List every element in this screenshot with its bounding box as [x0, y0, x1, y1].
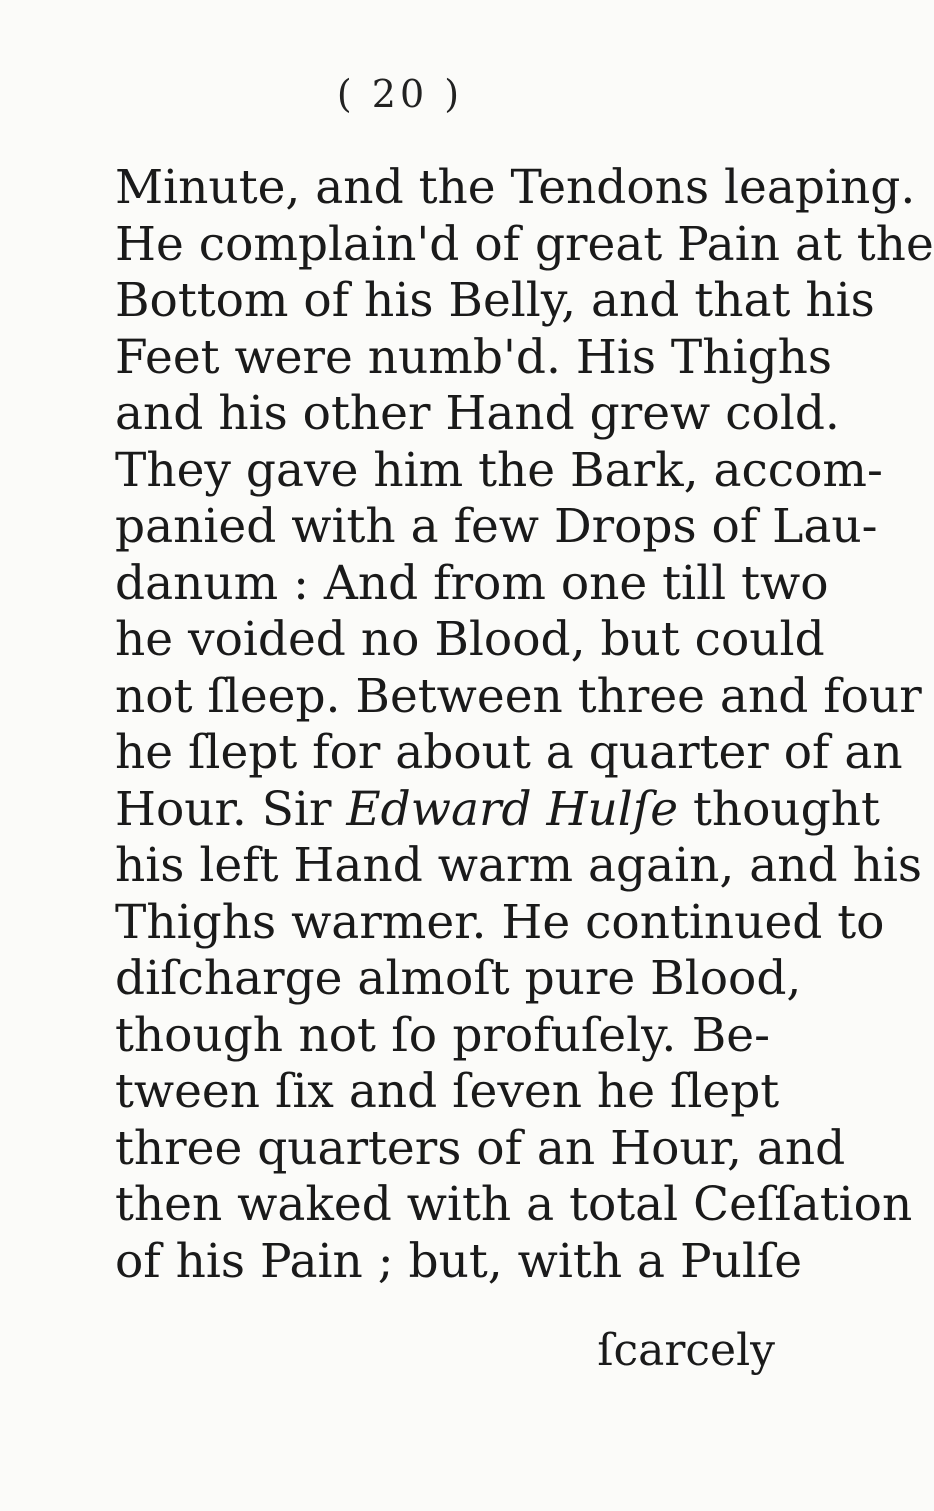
text-line: then waked with a total Ceſſation — [115, 1177, 913, 1232]
text-line: Thighs warmer. He continued to — [115, 894, 885, 950]
text-line: panied with a few Drops of Lau- — [115, 499, 878, 554]
text-line: he ſlept for about a quarter of an — [115, 725, 903, 780]
page-number: ( 20 ) — [336, 72, 464, 116]
text-line: and his other Hand grew cold. — [115, 386, 840, 441]
text-line: Hour. Sir Edward Hulſe thought — [115, 781, 880, 837]
text-line: his left Hand warm again, and his — [115, 838, 923, 893]
text-line: Minute, and the Tendons leaping. — [115, 160, 916, 215]
text-line: danum : And from one till two — [115, 555, 829, 611]
text-line: three quarters of an Hour, and — [115, 1120, 846, 1176]
text-line: Bottom of his Belly, and that his — [115, 273, 875, 328]
body-text — [115, 160, 934, 1290]
text-line: diſcharge almoſt pure Blood, — [115, 951, 802, 1006]
catchword: ſcarcely — [597, 1325, 775, 1376]
text-line: not ſleep. Between three and four — [115, 668, 922, 724]
text-line: of his Pain ; but, with a Pulſe — [115, 1233, 803, 1289]
text-line: He complain'd of great Pain at the — [115, 216, 934, 272]
text-line: Feet were numb'd. His Thighs — [115, 329, 833, 385]
text-line: They gave him the Bark, accom- — [115, 442, 883, 498]
text-line: tween ſix and ſeven he ſlept — [115, 1064, 780, 1119]
proper-name: Edward Hulſe — [346, 781, 679, 837]
text-line: he voided no Blood, but could — [115, 612, 825, 667]
text-line: though not ſo profuſely. Be- — [115, 1007, 770, 1063]
